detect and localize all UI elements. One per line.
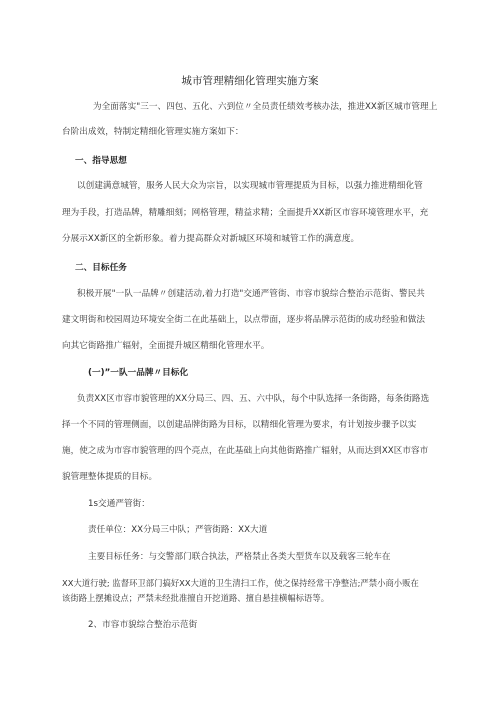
item-2-heading: 2、市容市貌综合整治示范街 xyxy=(88,620,198,630)
subsection-heading-1: (一)”一队一品牌〃目标化 xyxy=(88,368,189,378)
subsection-1-line-4: 貌管理整体提质的目标。 xyxy=(62,472,158,482)
subsection-1-line-3: 施，使之成为市容市貌管理的四个亮点，在此基础上向其他街路推广辐射，从而达到XX区市容市 xyxy=(62,446,429,456)
item-1-task: 主要目标任务：与交警部门联合执法，严格禁止各类大型货车以及载客三轮车在 xyxy=(88,552,391,562)
intro-line-1: 为全面落实"三一、四包、五化、六到位〃全员责任绩效考核办法，推进XX新区城市管理上 xyxy=(93,102,438,112)
section-2-line-3: 向其它街路推广辐射，全面提升城区精细化管理水平。 xyxy=(62,341,270,351)
section-heading-1: 一、指导思想 xyxy=(75,156,127,166)
section-2-line-2: 建文明街和校园周边环境安全街二在此基础上，以点带面，逐步将品牌示范街的成功经验和做法 xyxy=(62,315,426,325)
section-1-line-2: 理为手段，打造品牌，精雕细刻；网格管理，精益求精；全面提升XX新区市容环境管理水平，充 xyxy=(62,208,429,218)
section-heading-2: 二、目标任务 xyxy=(75,263,127,273)
item-1-detail-line-2: 该街路上摆摊设点；严禁未经批准擅自开挖道路、擅自悬挂横幅标语等。 xyxy=(62,593,330,603)
intro-line-2: 台阶出成效，特制定精细化管理实施方案如下： xyxy=(62,127,244,137)
section-1-line-3: 分展示XX新区的全新形象。着力提高群众对新城区环境和城管工作的满意度。 xyxy=(62,234,360,244)
section-1-line-1: 以创建满意城管，服务人民大众为宗旨，以实现城市管理提质为目标，以强力推进精细化管 xyxy=(77,181,423,191)
subsection-1-line-1: 负责XX区市容市貌管理的XX分局三、四、五、六中队，每个中队选择一条街路，每条街路选 xyxy=(77,394,430,404)
document-title: 城市管理精细化管理实施方案 xyxy=(181,75,319,87)
item-1-unit: 责任单位：XX分局三中队；严管街路：XX大道 xyxy=(88,525,268,535)
item-1-detail-line-1: XX大道行驶; 监督环卫部门搞好XX大道的卫生清扫工作，使之保持经常干净整洁;严禁小商小贩在 xyxy=(62,578,419,588)
item-1-heading: 1s交通严管街： xyxy=(88,499,150,509)
section-2-line-1: 积极开展"一队一品牌〃创建活动,着力打造"交通严管街、市容市貌综合整治示范街、警民共 xyxy=(77,289,425,299)
subsection-1-line-2: 择一个不同的管理侧面，以创建品牌街路为目标，以精细化管理为要求，有计划按步骤予以实 xyxy=(62,420,417,430)
